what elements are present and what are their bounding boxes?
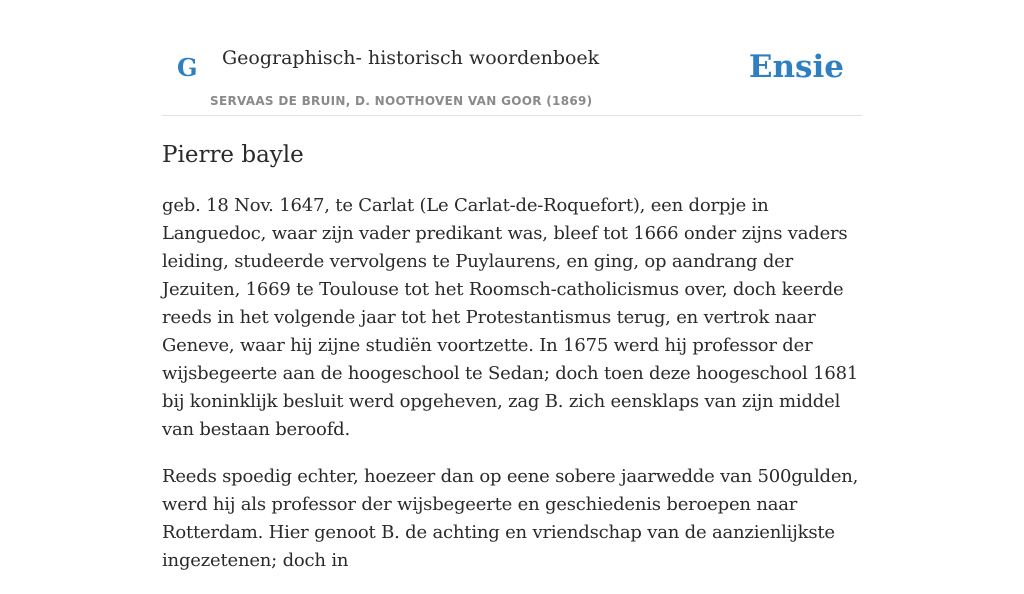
book-logo-icon[interactable]: G [177, 53, 198, 82]
book-title-link[interactable]: Geographisch- historisch woordenboek [222, 47, 600, 69]
entry-paragraph: geb. 18 Nov. 1647, te Carlat (Le Carlat-de-Roquefort), een dorpje in Languedoc, waar zijn vader predikant was, bleef tot 1666 onder zijns vaders leiding, studeerde vervolgens te Puylaurens, en ging, op aandrang der Jezuiten, 1669 te Toulouse tot het Roomsch-catholicismus over, doch keerde reeds in het volgende jaar tot het Protestantismus terug, en vertrok naar Geneve, waar hij zijne studiën voortzette. In 1675 werd hij professor der wijsbegeerte aan de hoogeschool te Sedan; doch toen deze hoogeschool 1681 bij koninklijk besluit werd opgeheven, zag B. zich eensklaps van zijn middel van bestaan beroofd. [162, 195, 859, 440]
entry-body [162, 192, 862, 594]
book-authors: SERVAAS DE BRUIN, D. NOOTHOVEN VAN GOOR (1869) [210, 94, 593, 108]
source-header [162, 0, 862, 116]
entry-paragraph: Reeds spoedig echter, hoezeer dan op eene sobere jaarwedde van 500gulden, werd hij als professor der wijsbegeerte en geschiedenis beroepen naar Rotterdam. Hier genoot B. de achting en vriendschap van de aanzienlijkste ingezetenen; doch in [162, 466, 859, 571]
page-container [162, 0, 862, 571]
brand-logo[interactable]: Ensie [748, 49, 844, 85]
entry-title: Pierre bayle [162, 142, 304, 168]
